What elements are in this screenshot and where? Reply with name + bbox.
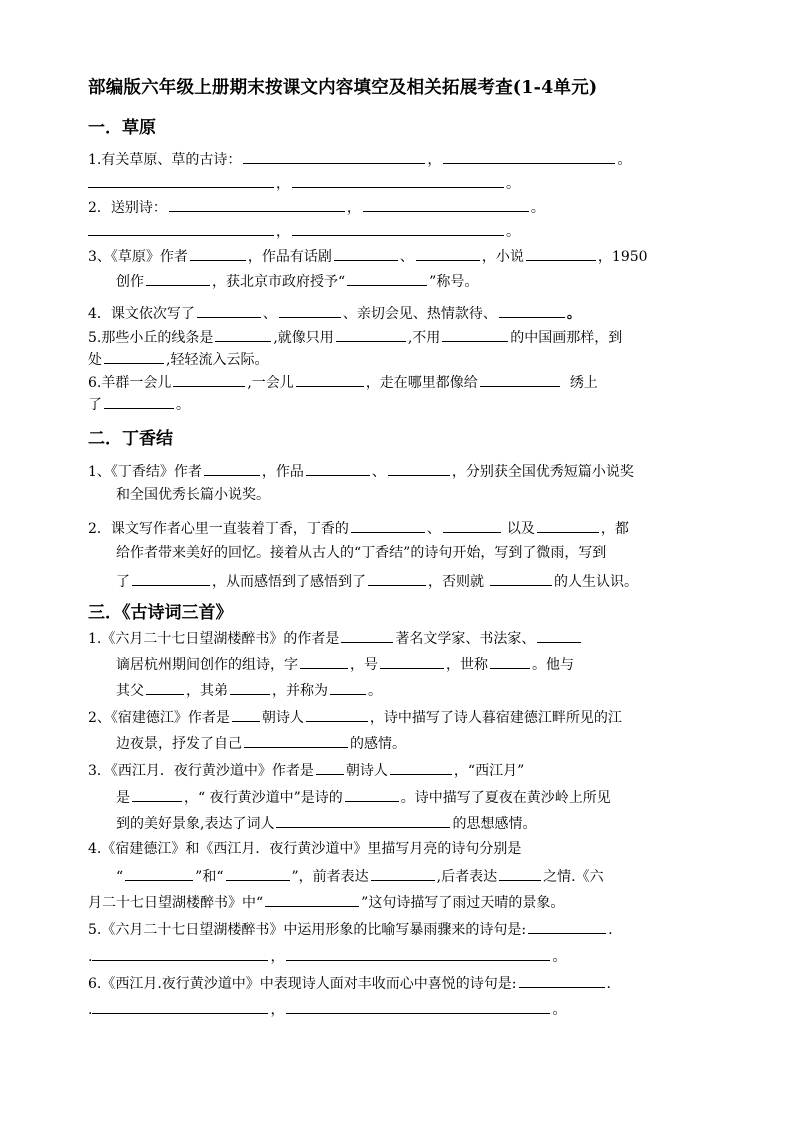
question-1-5-cont: 处 ,轻轻流入云际。 <box>88 348 268 370</box>
answer-blank[interactable] <box>286 945 550 961</box>
answer-blank[interactable] <box>92 945 268 961</box>
question-3-4: 4.《宿建德江》和《西江月．夜行黄沙道中》里描写月亮的诗句分别是 <box>88 841 522 857</box>
question-3-3-cont: 是 ，“ 夜行黄沙道中”是诗的 。诗中描写了夏夜在黄沙岭上所见 <box>116 786 611 808</box>
answer-blank[interactable] <box>528 918 606 934</box>
answer-blank[interactable] <box>334 245 398 261</box>
answer-blank[interactable] <box>443 148 615 164</box>
answer-blank[interactable] <box>104 348 164 364</box>
answer-blank[interactable] <box>243 148 425 164</box>
question-3-1: 1.《六月二十七日望湖楼醉书》的作者是 著名文学家、书法家、 <box>88 627 583 649</box>
question-3-2: 2、《宿建德江》作者是 朝诗人 ，诗中描写了诗人暮宿建德江畔所见的江 <box>88 706 622 728</box>
answer-blank[interactable] <box>226 865 290 881</box>
question-1-3-cont: 创作 ，获北京市政府授予“ ”称号。 <box>116 270 478 292</box>
answer-blank[interactable] <box>132 786 182 802</box>
answer-blank[interactable] <box>286 998 550 1014</box>
answer-blank[interactable] <box>265 891 359 907</box>
answer-blank[interactable] <box>388 460 450 476</box>
answer-blank[interactable] <box>499 302 565 318</box>
answer-blank[interactable] <box>197 302 261 318</box>
answer-blank[interactable] <box>88 220 274 236</box>
answer-blank[interactable] <box>306 706 368 722</box>
question-3-1-cont2: 其父 ，其弟 ，并称为 。 <box>116 679 382 701</box>
answer-blank[interactable] <box>499 865 541 881</box>
answer-blank[interactable] <box>351 517 425 533</box>
question-1-1: 1.有关草原、草的古诗： ， 。 <box>88 148 631 170</box>
question-2-1: 1、《丁香结》作者 ，作品 、 ，分别获全国优秀短篇小说奖 <box>88 460 634 482</box>
answer-blank[interactable] <box>230 679 270 695</box>
question-3-4-cont2: 月二十七日望湖楼醉书》中“ ”这句诗描写了雨过天晴的景象。 <box>88 891 564 913</box>
section-heading-1: 一．草原 <box>88 118 156 138</box>
question-3-6-cont: . ， 。 <box>88 998 566 1020</box>
answer-blank[interactable] <box>363 196 529 212</box>
answer-blank[interactable] <box>306 460 370 476</box>
answer-blank[interactable] <box>88 172 274 188</box>
question-2-2: 2．课文写作者心里一直装着丁香，丁香的 、 以及 ，都 <box>88 517 629 539</box>
answer-blank[interactable] <box>316 759 344 775</box>
answer-blank[interactable] <box>146 270 210 286</box>
answer-blank[interactable] <box>416 245 480 261</box>
answer-blank[interactable] <box>204 460 260 476</box>
answer-blank[interactable] <box>292 172 504 188</box>
answer-blank[interactable] <box>390 759 452 775</box>
answer-blank[interactable] <box>276 812 450 828</box>
answer-blank[interactable] <box>443 517 501 533</box>
answer-blank[interactable] <box>537 517 599 533</box>
question-3-3: 3．《西江月．夜行黄沙道中》作者是 朝诗人 ，“西江月” <box>88 759 524 781</box>
question-1-4: 4．课文依次写了 、 、亲切会见、热情款待、 。 <box>88 302 581 324</box>
answer-blank[interactable] <box>442 326 508 342</box>
question-3-5: 5.《六月二十七日望湖楼醉书》中运用形象的比喻写暴雨骤来的诗句是: . <box>88 918 613 940</box>
answer-blank[interactable] <box>368 570 426 586</box>
answer-blank[interactable] <box>292 220 504 236</box>
answer-blank[interactable] <box>296 371 364 387</box>
question-2-2-cont: 给作者带来美好的回忆。接着从古人的“丁香结”的诗句开始，写到了微雨，写到 <box>116 545 607 561</box>
answer-blank[interactable] <box>490 570 552 586</box>
answer-blank[interactable] <box>347 270 427 286</box>
answer-blank[interactable] <box>173 371 245 387</box>
answer-blank[interactable] <box>480 371 560 387</box>
answer-blank[interactable] <box>92 998 268 1014</box>
question-3-6: 6.《西江月.夜行黄沙道中》中表现诗人面对丰收而心中喜悦的诗句是: . <box>88 972 611 994</box>
answer-blank[interactable] <box>526 245 596 261</box>
question-1-6: 6.羊群一会儿 ,一会儿 ，走在哪里都像给 绣上 <box>88 371 598 393</box>
question-1-2-cont: ， 。 <box>88 220 520 242</box>
answer-blank[interactable] <box>232 706 260 722</box>
answer-blank[interactable] <box>345 786 399 802</box>
question-3-3-cont2: 到的美好景象,表达了词人 的思想感情。 <box>116 812 536 834</box>
question-3-5-cont: . ， 。 <box>88 945 566 967</box>
answer-blank[interactable] <box>125 865 193 881</box>
section-heading-2: 二．丁香结 <box>88 429 173 449</box>
answer-blank[interactable] <box>371 865 435 881</box>
question-3-4-cont: “ ”和“ ”，前者表达 ,后者表达 之情.《六 <box>116 865 604 887</box>
question-1-2: 2．送别诗： ， 。 <box>88 196 545 218</box>
answer-blank[interactable] <box>519 972 605 988</box>
question-2-1-cont: 和全国优秀长篇小说奖。 <box>116 487 270 503</box>
answer-blank[interactable] <box>341 627 393 643</box>
answer-blank[interactable] <box>380 653 444 669</box>
question-3-1-cont: 谪居杭州期间创作的组诗，字 ，号 ，世称 。他与 <box>116 653 574 675</box>
answer-blank[interactable] <box>169 196 345 212</box>
question-1-1-cont: ， 。 <box>88 172 520 194</box>
section-heading-3: 三．《古诗词三首》 <box>88 603 233 623</box>
question-2-2-cont2: 了 ，从而感悟到了感悟到了 ，否则就 的人生认识。 <box>116 570 638 592</box>
answer-blank[interactable] <box>490 653 530 669</box>
answer-blank[interactable] <box>244 732 348 748</box>
answer-blank[interactable] <box>537 627 581 643</box>
answer-blank[interactable] <box>190 245 246 261</box>
answer-blank[interactable] <box>330 679 366 695</box>
question-1-3: 3、《草原》作者 ，作品有话剧 、 ，小说 ，1950 <box>88 245 648 267</box>
answer-blank[interactable] <box>132 570 210 586</box>
question-3-2-cont: 边夜景，抒发了自己 的感情。 <box>116 732 406 754</box>
answer-blank[interactable] <box>336 326 406 342</box>
page-title: 部编版六年级上册期末按课文内容填空及相关拓展考查(1-4单元) <box>88 78 598 98</box>
answer-blank[interactable] <box>279 302 341 318</box>
answer-blank[interactable] <box>215 326 271 342</box>
question-1-6-cont: 了 。 <box>88 393 190 415</box>
answer-blank[interactable] <box>300 653 348 669</box>
answer-blank[interactable] <box>146 679 184 695</box>
answer-blank[interactable] <box>104 393 174 409</box>
question-1-5: 5.那些小丘的线条是 ,就像只用 ,不用 的中国画那样，到 <box>88 326 622 348</box>
